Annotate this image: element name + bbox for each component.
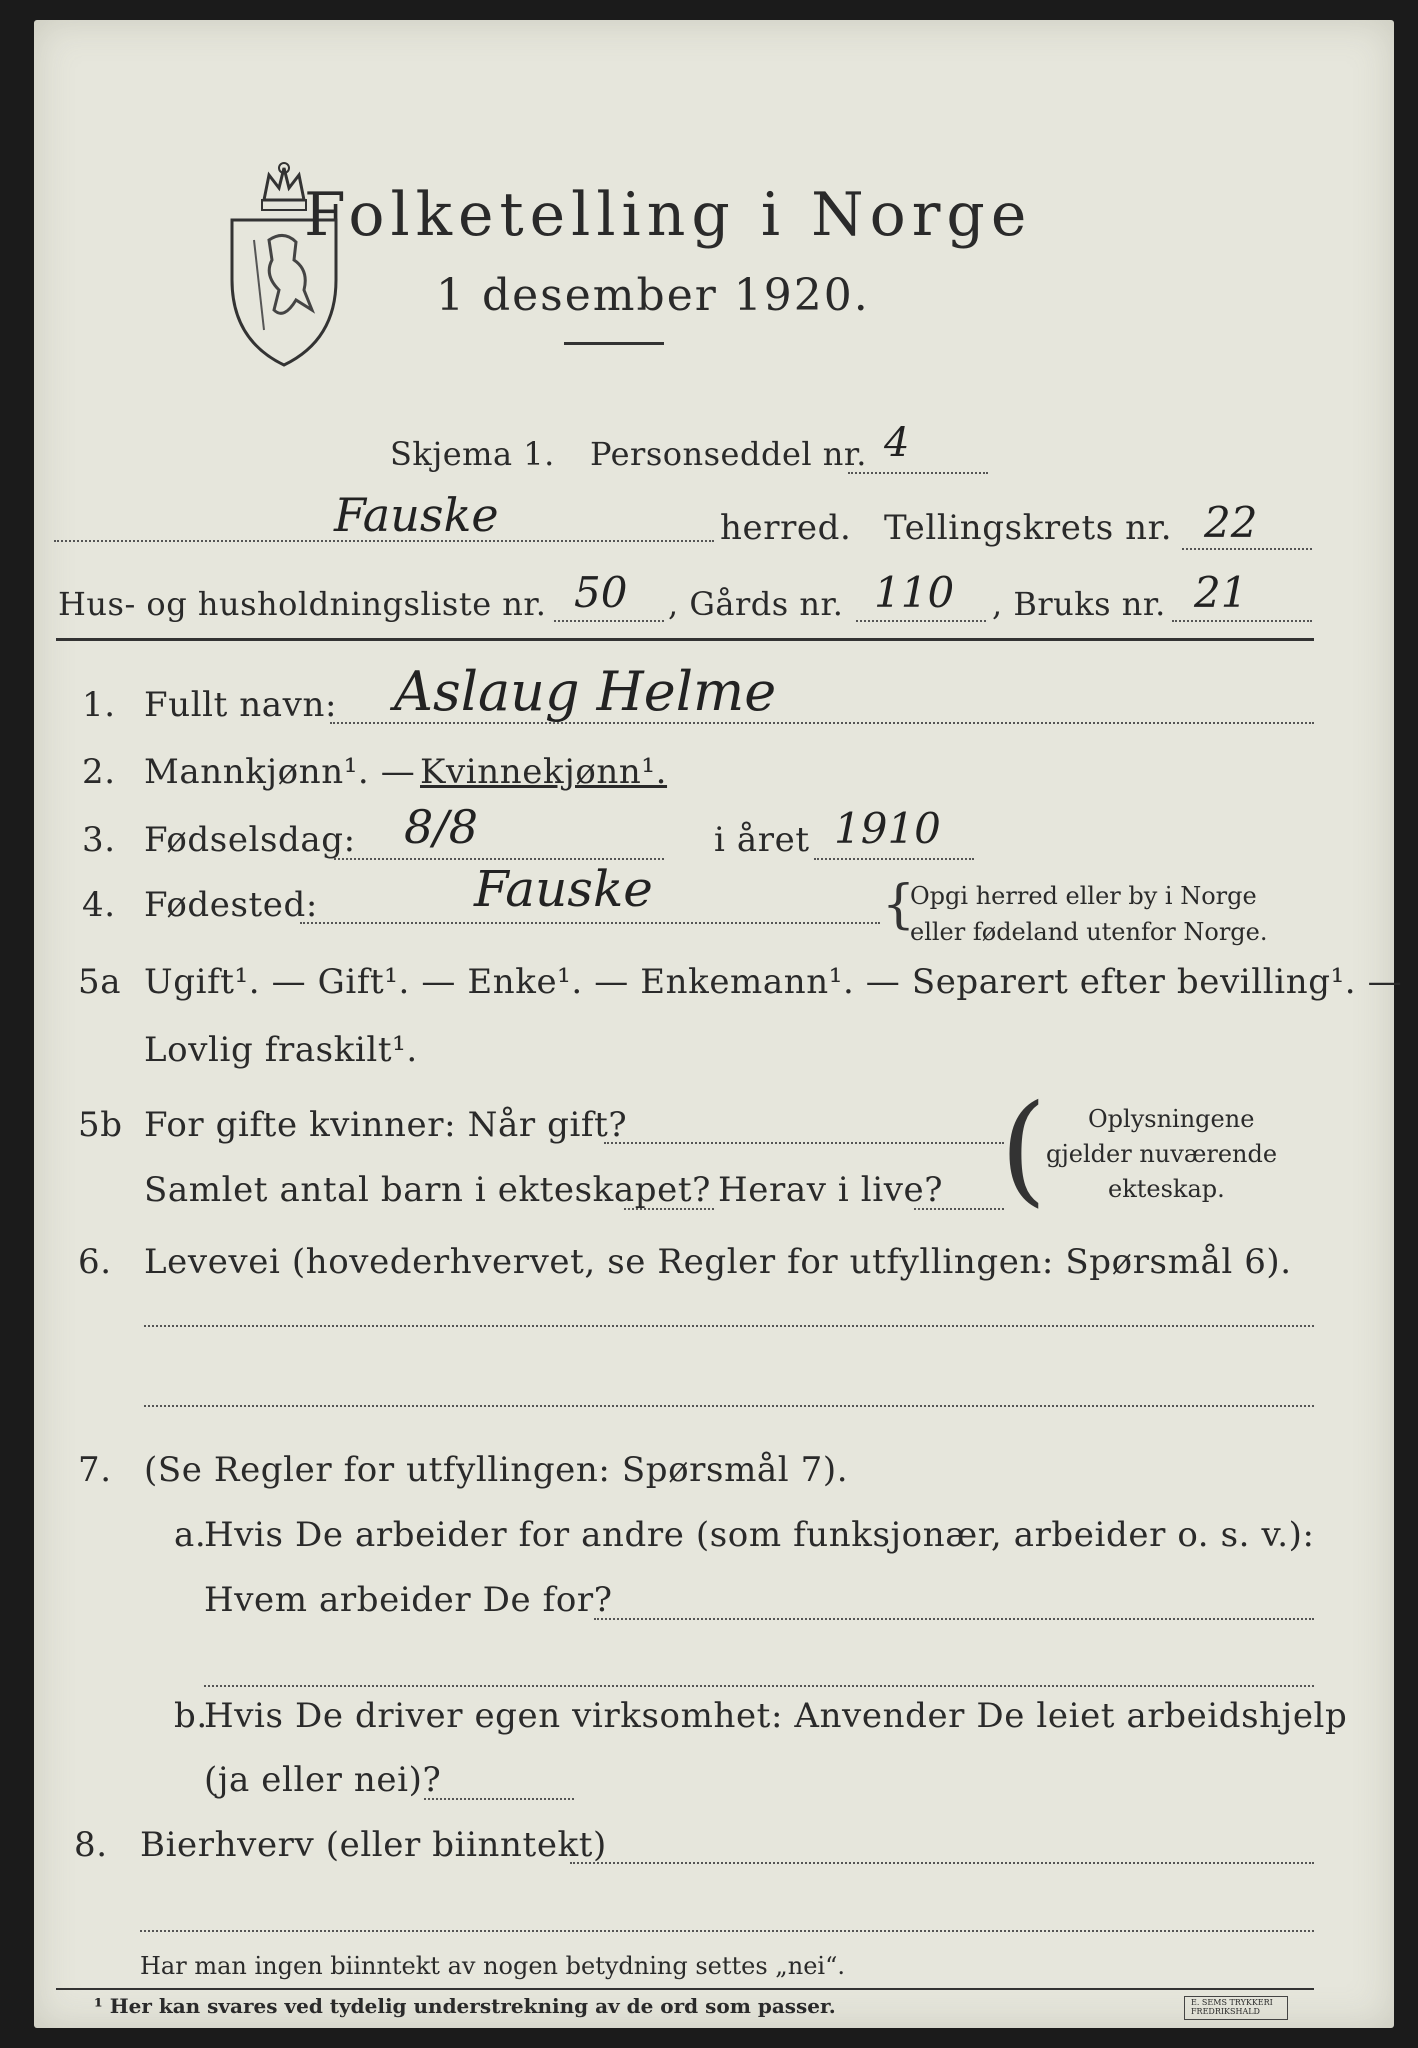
q4-line xyxy=(300,922,880,924)
personseddel-line xyxy=(848,472,988,474)
printer-stamp: E. SEMS TRYKKERI FREDRIKSHALD xyxy=(1184,1996,1288,2020)
q8-number: 8. xyxy=(74,1825,108,1865)
q1-full-name[interactable]: Aslaug Helme xyxy=(394,660,777,723)
schema-label: Skjema 1. xyxy=(390,435,555,473)
q4-label: Fødested: xyxy=(144,885,318,925)
q5b-alive-line xyxy=(914,1208,1004,1210)
q6-line-1 xyxy=(144,1325,1314,1327)
tellingskrets-label: Tellingskrets nr. xyxy=(884,508,1173,548)
q8-line-1 xyxy=(570,1862,1314,1864)
q7a-line1: Hvis De arbeider for andre (som funksjonær, arbeider o. s. v.): xyxy=(204,1515,1315,1555)
personseddel-value[interactable]: 4 xyxy=(884,420,910,466)
q4-birthplace-value[interactable]: Fauske xyxy=(474,860,653,918)
q5b-note-line2: gjelder nuværende xyxy=(1046,1140,1278,1168)
q5b-children-label: Samlet antal barn i ekteskapet? xyxy=(144,1170,711,1210)
herred-value[interactable]: Fauske xyxy=(334,488,499,542)
personseddel-label: Personseddel nr. xyxy=(590,435,867,473)
q6-number: 6. xyxy=(78,1242,112,1282)
footnote: ¹ Her kan svares ved tydelig understrekning av de ord som passer. xyxy=(94,1994,836,2018)
tellingskrets-value[interactable]: 22 xyxy=(1204,498,1258,547)
q2-female-option[interactable]: Kvinnekjønn¹. xyxy=(420,752,668,792)
gards-line xyxy=(856,620,986,622)
q3-year-value[interactable]: 1910 xyxy=(834,804,941,853)
q7a-letter: a. xyxy=(174,1515,207,1555)
form-title: Folketelling i Norge xyxy=(304,180,1033,250)
q3-birthday-value[interactable]: 8/8 xyxy=(404,800,479,854)
q5a-number: 5a xyxy=(78,962,122,1002)
census-form-page xyxy=(34,20,1403,2028)
q7a-extra-line xyxy=(204,1685,1314,1687)
header-divider xyxy=(56,638,1314,641)
q4-note-line2: eller fødeland utenfor Norge. xyxy=(910,918,1268,946)
hus-label: Hus- og husholdningsliste nr. xyxy=(58,585,547,623)
q5b-when-married-label: For gifte kvinner: Når gift? xyxy=(144,1105,628,1145)
q2-male-option[interactable]: Mannkjønn¹. — xyxy=(144,752,416,792)
q5b-note-line1: Oplysningene xyxy=(1088,1105,1255,1133)
q1-number: 1. xyxy=(82,685,116,725)
biinntekt-note: Har man ingen biinntekt av nogen betydning settes „nei“. xyxy=(140,1952,845,1980)
q4-number: 4. xyxy=(82,885,116,925)
q3-year-label: i året xyxy=(714,820,810,860)
q6-line-2 xyxy=(144,1405,1314,1407)
q5b-number: 5b xyxy=(78,1105,123,1145)
q7b-answer-line xyxy=(424,1798,574,1800)
hus-value[interactable]: 50 xyxy=(574,568,628,617)
q7b-letter: b. xyxy=(174,1696,208,1736)
bruks-label: , Bruks nr. xyxy=(992,585,1166,623)
q5b-alive-label: Herav i live? xyxy=(718,1170,944,1210)
q3-label: Fødselsdag: xyxy=(144,820,356,860)
q5b-when-married-line xyxy=(604,1142,1004,1144)
q8-label: Bierhverv (eller biinntekt) xyxy=(140,1825,607,1865)
tellingskrets-line xyxy=(1182,548,1312,550)
q1-label: Fullt navn: xyxy=(144,685,338,725)
bruks-value[interactable]: 21 xyxy=(1194,568,1248,617)
herred-label: herred. xyxy=(720,508,852,548)
q5a-divorced-option[interactable]: Lovlig fraskilt¹. xyxy=(144,1030,418,1070)
q6-label: Levevei (hovederhvervet, se Regler for utfyllingen: Spørsmål 6). xyxy=(144,1242,1292,1282)
footer-divider xyxy=(56,1988,1314,1990)
q5a-marital-options[interactable]: Ugift¹. — Gift¹. — Enke¹. — Enkemann¹. — Separert efter bevilling¹. — xyxy=(144,962,1403,1002)
q7-label: (Se Regler for utfyllingen: Spørsmål 7). xyxy=(144,1450,849,1490)
title-divider xyxy=(564,342,664,345)
q5b-children-line xyxy=(624,1208,714,1210)
q3-year-line xyxy=(814,858,974,860)
q7-number: 7. xyxy=(78,1450,112,1490)
bruks-line xyxy=(1172,620,1312,622)
q3-number: 3. xyxy=(82,820,116,860)
q7b-line1: Hvis De driver egen virksomhet: Anvender De leiet arbeidshjelp xyxy=(204,1696,1348,1736)
q2-number: 2. xyxy=(82,752,116,792)
q7b-line2: (ja eller nei)? xyxy=(204,1760,442,1800)
gards-value[interactable]: 110 xyxy=(874,568,955,617)
census-date: 1 desember 1920. xyxy=(436,270,870,321)
q8-line-2 xyxy=(140,1930,1314,1932)
hus-line xyxy=(554,620,664,622)
q5b-note-brace: ( xyxy=(1000,1080,1047,1219)
q4-note-line1: Opgi herred eller by i Norge xyxy=(910,882,1257,910)
q4-note-brace: { xyxy=(882,875,916,935)
q7a-employer-line xyxy=(594,1618,1314,1620)
q5b-note-line3: ekteskap. xyxy=(1108,1175,1225,1203)
q7a-line2: Hvem arbeider De for? xyxy=(204,1580,613,1620)
gards-label: , Gårds nr. xyxy=(668,585,844,623)
